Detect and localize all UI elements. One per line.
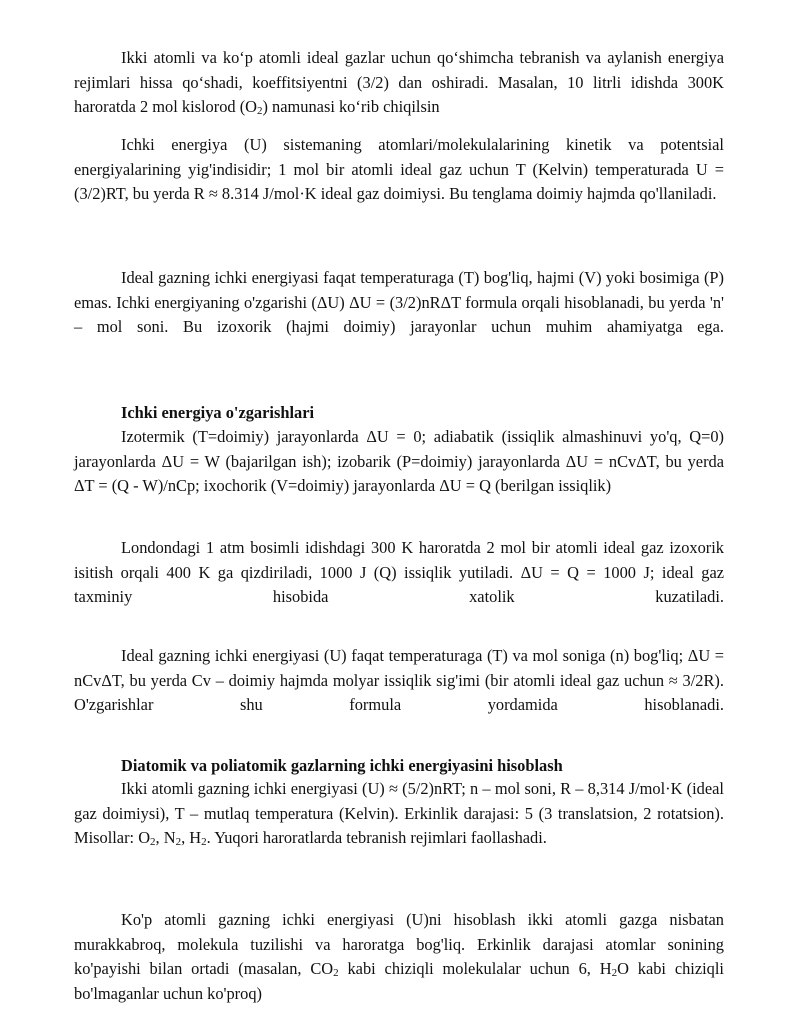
paragraph-temperature-dependence: Ideal gazning ichki energiyasi faqat temperaturaga (T) bog'liq, hajmi (V) yoki bosimiga (P) emas. Ichki energiyaning o'zgarishi (ΔU) ΔU = (3/2)nRΔT formula orqali hisoblanadi, bu yerda 'n' – mol soni. Bu izoxorik (hajmi doimiy) jarayonlar uchun muhim ahamiyatga ega. [74,268,724,337]
paragraph-polyatomic-energy: Ko'p atomli gazning ichki energiyasi (U)ni hisoblash ikki atomli gazga nisbatan murakkabroq, molekula tuzilishi va haroratga bog'liq. Erkinlik darajasi atomlar sonining ko'payishi bilan ortadi (masalan, $CO_2$ kabi chiziqli molekulalar uchun 6, $H_2O$ kabi chiziqli bo'lmaganlar uchun ko'proq) [74,910,724,1003]
paragraph-internal-energy-definition: Ichki energiya (U) sistemaning atomlari/molekulalarining kinetik va potentsial energiyalarining yig'indisidir; 1 mol bir atomli ideal gaz uchun T (Kelvin) temperaturada U = (3/2)RT, bu yerda R ≈ 8.314 J/mol·K ideal gaz doimiysi. Bu tenglama doimiy hajmda qo'llaniladi. [74,135,724,204]
heading-diatomic-polyatomic: Diatomik va poliatomik gazlarning ichki energiyasini hisoblash [121,756,563,775]
paragraph-diatomic-intro: Ikki atomli va ko‘p atomli ideal gazlar uchun qo‘shimcha tebranish va aylanish energiya rejimlari hissa qo‘shadi, koeffitsiyentni (3/2) dan oshiradi. Masalan, 10 litrli idishda 300K haroratda 2 mol kislorod $(O_2)$ namunasi ko‘rib chiqilsin [74,48,724,118]
paragraph-process-types: Izotermik (T=doimiy) jarayonlarda ΔU = 0; adiabatik (issiqlik almashinuvi yo'q, Q=0) jarayonlarda ΔU = W (bajarilgan ish); izobarik (P=doimiy) jarayonlarda ΔU = nCvΔT, bu yerda ΔT = (Q - W)/nCp; ixochorik (V=doimiy) jarayonlarda ΔU = Q (berilgan issiqlik) [74,427,724,496]
paragraph-london-example: Londondagi 1 atm bosimli idishdagi 300 K haroratda 2 mol bir atomli ideal gaz izoxorik isitish orqali 400 K ga qizdiriladi, 1000 J (Q) issiqlik yutiladi. ΔU = Q = 1000 J; ideal gaz taxminiy hisobida xatolik kuzatiladi. [74,538,724,607]
paragraph-molar-heat-capacity: Ideal gazning ichki energiyasi (U) faqat temperaturaga (T) va mol soniga (n) bog'liq; ΔU = nCvΔT, bu yerda Cv – doimiy hajmda molyar issiqlik sig'imi (bir atomli ideal gaz uchun ≈ 3/2R). O'zgarishlar shu formula yordamida hisoblanadi. [74,646,724,715]
heading-internal-energy-changes: Ichki energiya o'zgarishlari [121,403,315,422]
paragraph-diatomic-energy: Ikki atomli gazning ichki energiyasi (U) ≈ (5/2)nRT; n – mol soni, R – 8,314 J/mol·K (ideal gaz doimiysi), T – mutlaq temperatura (Kelvin). Erkinlik darajasi: 5 (3 translatsion, 2 rotatsion). Misollar: $O_2$, $N_2$, $H_2$. Yuqori haroratlarda tebranish rejimlari faollashadi. [74,779,724,849]
